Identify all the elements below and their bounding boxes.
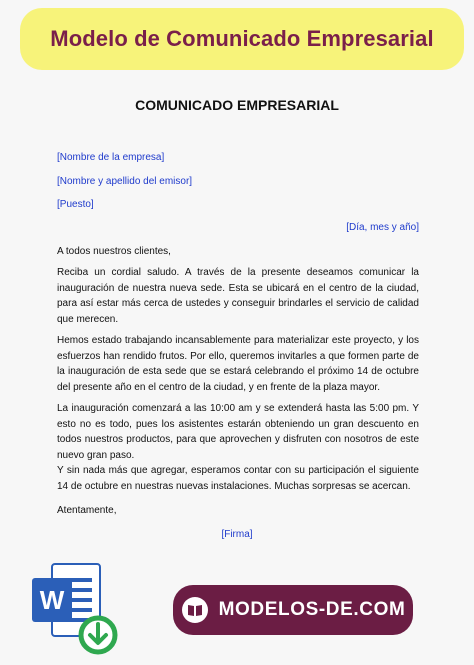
- brand-badge[interactable]: [173, 585, 413, 635]
- word-document-icon: [30, 560, 120, 660]
- position-placeholder: [Puesto]: [57, 199, 94, 210]
- brand-text: MODELOS-DE.COM: [218, 599, 406, 620]
- sender-name-placeholder: [Nombre y apellido del emisor]: [57, 176, 193, 187]
- book-icon: [181, 596, 209, 624]
- header-banner: [20, 8, 464, 70]
- word-letter: W: [39, 585, 65, 615]
- word-download-icon[interactable]: [30, 560, 120, 660]
- paragraph-3: La inauguración comenzará a las 10:00 am y se extenderá hasta las 5:00 pm. Y esto no es todo, pues los asistentes estarán obteniendo un gran descuento en todos nuestros productos, para que aprovechen y disfruten con nosotros de este nuevo gran paso.: [57, 403, 419, 461]
- greeting: A todos nuestros clientes,: [57, 246, 171, 257]
- banner-title: Modelo de Comunicado Empresarial: [50, 26, 434, 51]
- signature-placeholder: [Firma]: [221, 529, 253, 540]
- paragraph-1: Reciba un cordial saludo. A través de la presente deseamos comunicar la inauguración de nuestra nueva sede. Esta se ubicará en el centro de la ciudad, para así estar más cerca de ustedes y conseguir brindarles el servicio de calidad que merecen.: [57, 267, 419, 325]
- date-placeholder: [Día, mes y año]: [346, 222, 419, 233]
- closing: Atentamente,: [57, 505, 117, 516]
- document-title: COMUNICADO EMPRESARIAL: [135, 97, 339, 113]
- company-name-placeholder: [Nombre de la empresa]: [57, 152, 165, 163]
- download-arrow-icon: [81, 618, 115, 652]
- paragraph-4: Y sin nada más que agregar, esperamos contar con su participación el siguiente 14 de octubre en nuestras nuevas instalaciones. Muchas sorpresas se acercan.: [57, 465, 419, 492]
- paragraph-2: Hemos estado trabajando incansablemente para materializar este proyecto, y los esfuerzos han rendido frutos. Por ello, queremos invitarles a que formen parte de la inauguración de esta sede que se estará celebrando el próximo 14 de octubre del presente año en el centro de la ciudad, y en frente de la plaza mayor.: [57, 335, 419, 393]
